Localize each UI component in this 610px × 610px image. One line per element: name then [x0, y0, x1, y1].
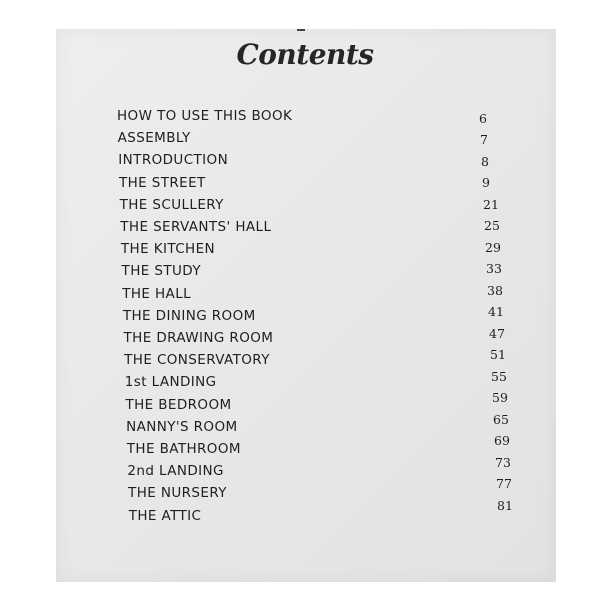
toc-entry	[0, 368, 610, 393]
toc-entry-page-number: 6	[479, 111, 487, 126]
toc-entry-page-number: 69	[494, 433, 510, 449]
toc-entry-page-number: 73	[495, 454, 511, 470]
toc-entry-label: THE SCULLERY	[119, 196, 224, 213]
toc-entry	[0, 216, 610, 238]
toc-entry-page-number: 9	[482, 175, 490, 191]
contents-title: Contents	[236, 38, 374, 71]
toc-entry-page-number: 47	[489, 325, 505, 341]
toc-entry-label: THE HALL	[122, 285, 192, 302]
toc-entry	[0, 411, 610, 438]
toc-entry-label: THE DINING ROOM	[122, 307, 256, 324]
toc-entry-label: THE BATHROOM	[126, 441, 241, 457]
toc-entry-page-number: 29	[485, 239, 501, 255]
toc-entry-page-number: 77	[496, 476, 512, 492]
toc-entry	[0, 476, 610, 504]
toc-entry-label: NANNY'S ROOM	[126, 418, 238, 435]
toc-entry-page-number: 33	[486, 261, 502, 277]
toc-entry-page-number: 8	[481, 153, 489, 169]
toc-entry	[0, 390, 610, 416]
toc-entry-page-number: 51	[490, 347, 506, 363]
toc-entry	[0, 194, 610, 216]
toc-entry-label: 2nd LANDING	[127, 463, 224, 480]
toc-entry	[0, 433, 610, 460]
toc-entry-page-number: 81	[497, 497, 513, 513]
cropped-text-fragment	[297, 29, 305, 31]
toc-entry	[0, 305, 610, 327]
toc-entry	[0, 127, 610, 149]
toc-entry-label: THE NURSERY	[128, 485, 227, 502]
toc-entry	[0, 349, 610, 371]
toc-entry	[0, 149, 610, 171]
toc-entry-label: THE ATTIC	[128, 507, 202, 524]
toc-entry	[0, 105, 610, 127]
toc-entry-label: THE KITCHEN	[120, 241, 216, 258]
toc-entry-label: THE DRAWING ROOM	[123, 330, 274, 346]
toc-entry	[0, 283, 610, 305]
toc-entry	[0, 454, 610, 482]
toc-entry-page-number: 41	[488, 304, 504, 320]
toc-entry-page-number: 55	[491, 368, 507, 384]
toc-entry-page-number: 59	[492, 390, 508, 406]
toc-entry	[0, 260, 610, 282]
toc-entry-page-number: 25	[484, 218, 500, 234]
toc-entry-page-number: 21	[483, 196, 499, 212]
toc-entry-label: THE STUDY	[121, 263, 201, 280]
toc-entry	[0, 172, 610, 194]
toc-entry-label: 1st LANDING	[124, 374, 217, 391]
toc-entry-page-number: 7	[480, 132, 488, 148]
toc-entry	[0, 327, 610, 349]
toc-entry-page-number: 38	[487, 282, 503, 298]
toc-entry	[0, 497, 610, 527]
toc-entry-label: THE CONSERVATORY	[124, 352, 270, 369]
toc-entry-label: THE STREET	[118, 174, 206, 191]
toc-entry-label: INTRODUCTION	[118, 152, 229, 169]
toc-entry-page-number: 65	[493, 411, 509, 427]
toc-entry-label: THE SERVANTS' HALL	[120, 219, 272, 235]
toc-entry-label: HOW TO USE THIS BOOK	[117, 108, 293, 124]
toc-entry-label: THE BEDROOM	[125, 396, 232, 413]
toc-entry	[0, 238, 610, 260]
toc-entry-label: ASSEMBLY	[117, 130, 191, 147]
